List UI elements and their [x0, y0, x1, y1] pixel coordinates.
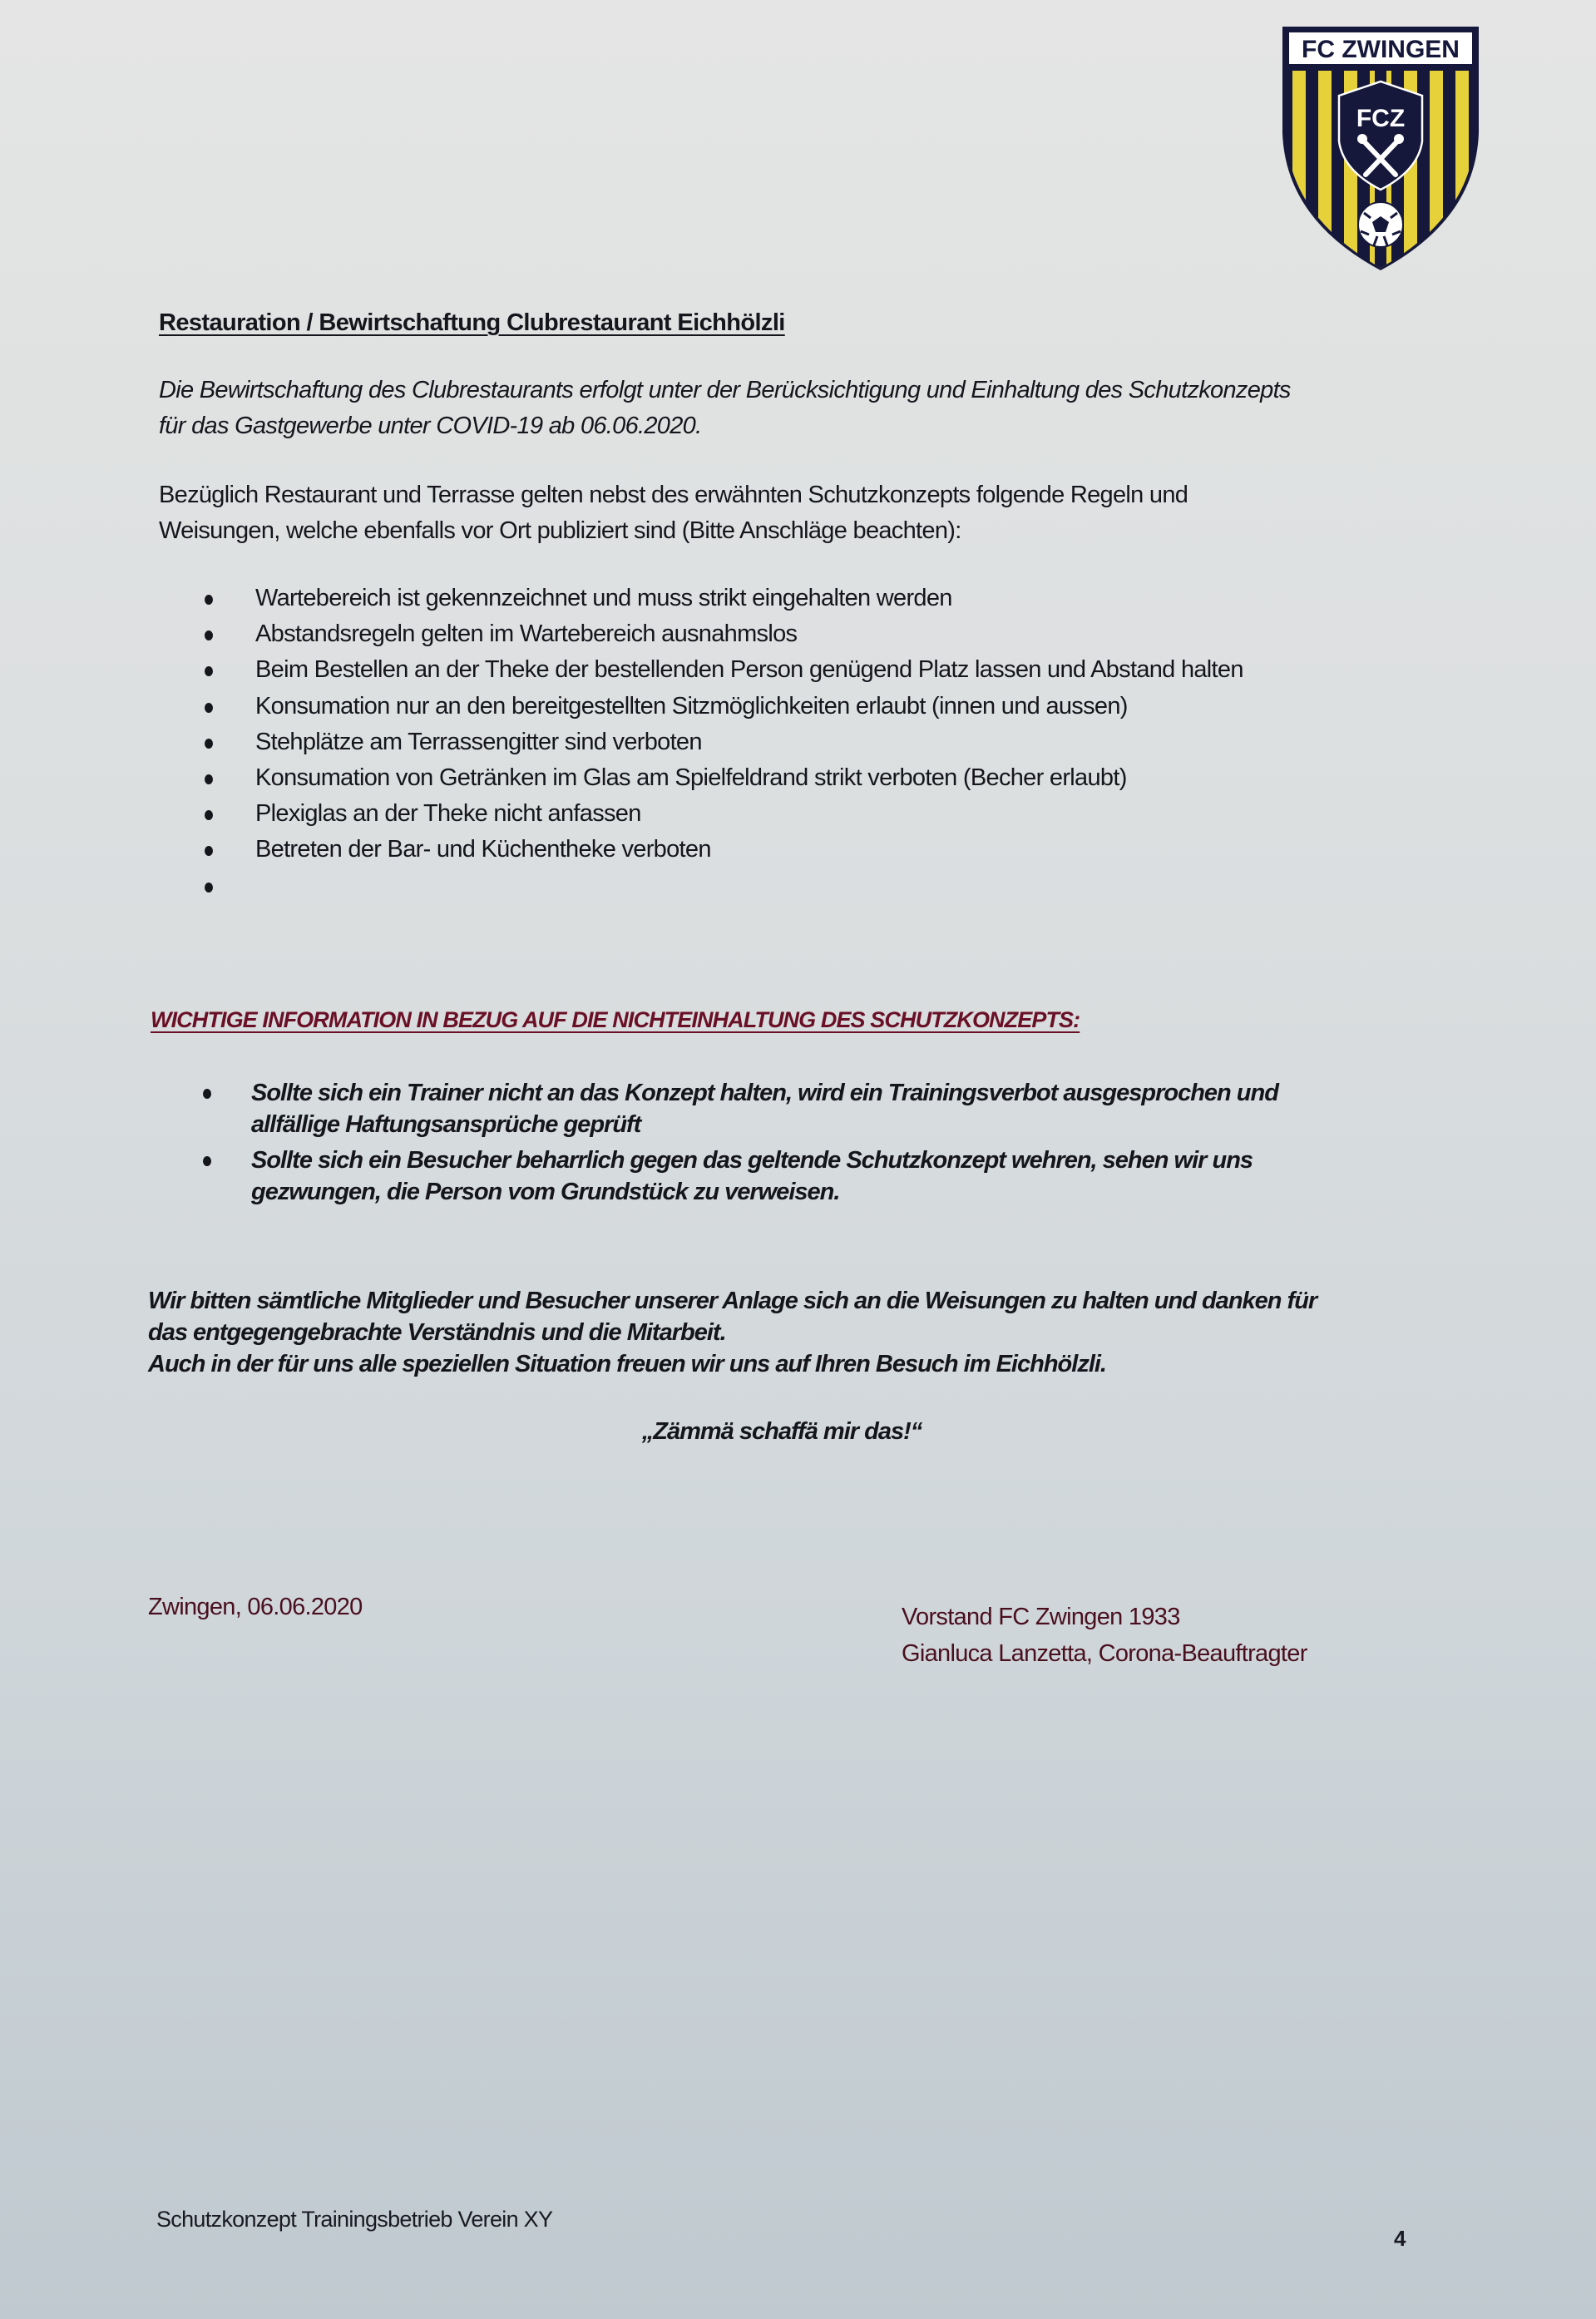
motto: „Zämmä schaffä mir das!“	[641, 1418, 922, 1445]
rule-item	[200, 616, 1243, 652]
rule-item	[200, 689, 1243, 724]
rule-text: Abstandsregeln gelten im Wartebereich ausnahmslos	[255, 621, 798, 648]
rule-text: Konsumation von Getränken im Glas am Spielfeldrand strikt verboten (Becher erlaubt)	[255, 764, 1127, 791]
rule-item	[200, 581, 1243, 616]
intro-line: für das Gastgewerbe unter COVID-19 ab 06.06.2020.	[159, 413, 702, 439]
closing-line: Wir bitten sämtliche Mitglieder und Besucher unserer Anlage sich an die Weisungen zu halten und danken für	[148, 1288, 1317, 1314]
rule-item	[200, 760, 1243, 796]
rules-list	[200, 581, 1243, 904]
bullet-icon	[205, 595, 213, 605]
rule-item	[200, 724, 1243, 760]
closing-line: das entgegengebrachte Verständnis und die Mitarbeit.	[148, 1319, 726, 1346]
closing-paragraph	[148, 1285, 1445, 1380]
logo-club-name: FC ZWINGEN	[1302, 36, 1460, 63]
rule-item	[200, 832, 1243, 868]
bullet-icon	[205, 703, 213, 713]
warning-item	[198, 1145, 1412, 1208]
bullet-icon	[205, 883, 213, 892]
signature-line: Vorstand FC Zwingen 1933	[902, 1604, 1180, 1630]
warning-line: allfällige Haftungsansprüche geprüft	[251, 1111, 641, 1138]
rule-item	[200, 796, 1243, 832]
intro-paragraph	[159, 373, 1456, 444]
rule-text: Stehplätze am Terrassengitter sind verboten	[255, 728, 702, 755]
paragraph-line: Bezüglich Restaurant und Terrasse gelten nebst des erwähnten Schutzkonzepts folgende Regeln und	[159, 482, 1188, 508]
rule-item-empty	[200, 868, 1243, 904]
warning-line: gezwungen, die Person vom Grundstück zu verweisen.	[251, 1179, 840, 1205]
fc-zwingen-logo	[1281, 25, 1480, 270]
bullet-icon	[203, 1089, 211, 1099]
bullet-icon	[205, 810, 213, 820]
intro-line: Die Bewirtschaftung des Clubrestaurants erfolgt unter der Berücksichtigung und Einhaltung des Schutzkonzepts	[159, 377, 1291, 403]
rule-text: Beim Bestellen an der Theke der bestellenden Person genügend Platz lassen und Abstand halten	[255, 656, 1243, 684]
warning-list	[198, 1077, 1412, 1212]
place-date: Zwingen, 06.06.2020	[148, 1594, 363, 1620]
bullet-icon	[205, 739, 213, 749]
signature-block	[902, 1599, 1307, 1672]
paragraph-line: Weisungen, welche ebenfalls vor Ort publiziert sind (Bitte Anschläge beachten):	[159, 517, 961, 544]
football-icon	[1358, 202, 1403, 247]
logo-monogram: FCZ	[1356, 105, 1406, 132]
rule-text: Plexiglas an der Theke nicht anfassen	[255, 800, 641, 828]
rules-intro-paragraph	[159, 477, 1456, 549]
warning-item	[198, 1077, 1412, 1140]
rule-text: Betreten der Bar- und Küchentheke verboten	[255, 836, 711, 863]
bullet-icon	[205, 666, 213, 676]
bullet-icon	[205, 774, 213, 784]
bullet-icon	[205, 846, 213, 856]
signature-line: Gianluca Lanzetta, Corona-Beauftragter	[902, 1640, 1307, 1667]
rule-text: Wartebereich ist gekennzeichnet und muss strikt eingehalten werden	[255, 585, 952, 611]
warning-line: Sollte sich ein Trainer nicht an das Konzept halten, wird ein Trainingsverbot ausgesprochen und	[251, 1080, 1278, 1106]
warning-title: WICHTIGE INFORMATION IN BEZUG AUF DIE NICHTEINHALTUNG DES SCHUTZKONZEPTS:	[151, 1007, 1080, 1032]
page-number: 4	[1394, 2226, 1406, 2251]
bullet-icon	[205, 630, 213, 640]
rule-text: Konsumation nur an den bereitgestellten Sitzmöglichkeiten erlaubt (innen und aussen)	[255, 692, 1128, 719]
section-title: Restauration / Bewirtschaftung Clubrestaurant Eichhölzli	[159, 309, 785, 336]
closing-line: Auch in der für uns alle speziellen Situation freuen wir uns auf Ihren Besuch im Eichhölzli.	[148, 1351, 1106, 1377]
rule-item	[200, 652, 1243, 688]
bullet-icon	[203, 1156, 211, 1166]
footer-text: Schutzkonzept Trainingsbetrieb Verein XY	[156, 2207, 553, 2232]
warning-line: Sollte sich ein Besucher beharrlich gegen das geltende Schutzkonzept wehren, sehen wir uns	[251, 1147, 1253, 1174]
